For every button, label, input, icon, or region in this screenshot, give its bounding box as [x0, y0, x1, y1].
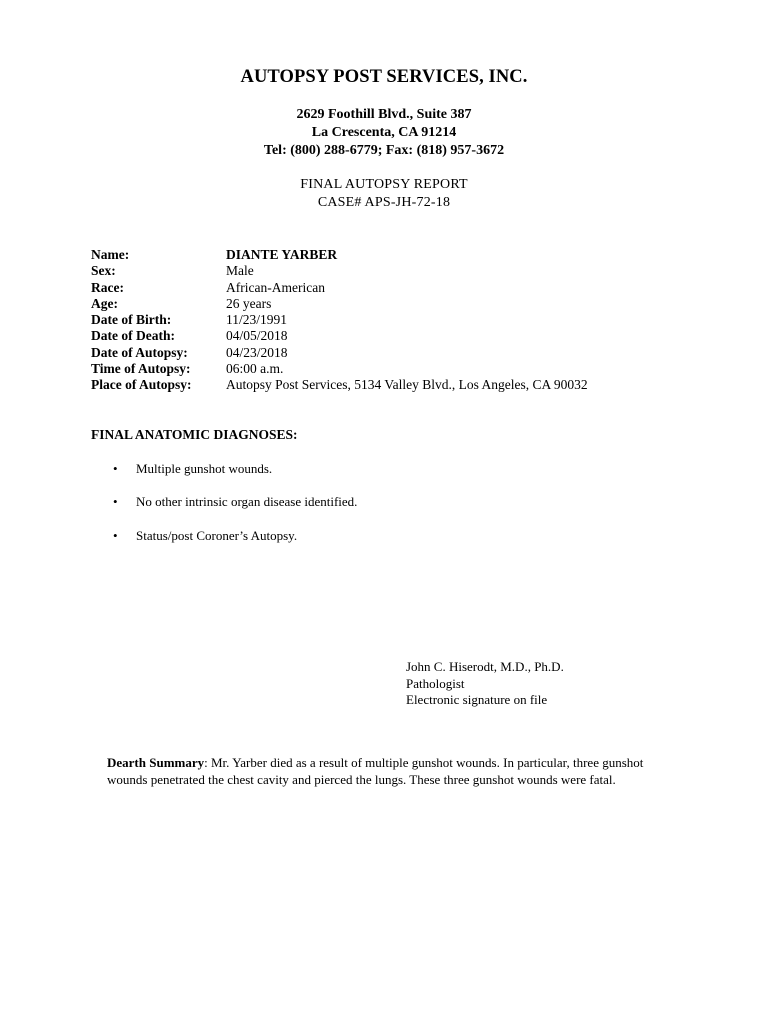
case-number: CASE# APS-JH-72-18 [317, 195, 451, 210]
info-value: 06:00 a.m. [226, 361, 284, 377]
pathologist-name: John C. Hiserodt, M.D., Ph.D. [406, 659, 564, 674]
info-value: 11/23/1991 [226, 312, 288, 328]
summary-text: : Mr. Yarber died as a result of multiple gunshot wounds. In particular, three gunshot wounds penetrated the chest cavity and pierced the lungs. These three gunshot wounds were fatal. [107, 755, 644, 787]
signature-note: Electronic signature on file [406, 692, 548, 707]
bullet-icon: • [113, 528, 118, 543]
summary-label: Dearth Summary [107, 755, 205, 770]
company-address-line1: 2629 Foothill Blvd., Suite 387 [296, 107, 472, 122]
diagnosis-text: No other intrinsic organ disease identified. [136, 494, 358, 509]
info-label: Date of Death: [91, 328, 175, 344]
bullet-icon: • [113, 461, 118, 476]
info-label: Date of Autopsy: [91, 344, 188, 360]
info-value: African-American [226, 279, 325, 295]
diagnosis-text: Status/post Coroner’s Autopsy. [136, 528, 298, 543]
company-name: AUTOPSY POST SERVICES, INC. [240, 67, 528, 87]
report-title: FINAL AUTOPSY REPORT [300, 177, 468, 192]
info-label: Name: [91, 247, 130, 262]
pathologist-title: Pathologist [406, 675, 465, 691]
signature-block [406, 659, 564, 709]
info-label: Age: [91, 295, 118, 311]
info-label: Time of Autopsy: [91, 361, 191, 377]
company-contact: Tel: (800) 288-6779; Fax: (818) 957-3672 [263, 143, 505, 158]
diagnosis-text: Multiple gunshot wounds. [136, 461, 273, 476]
death-summary [107, 755, 679, 788]
info-value: 04/05/2018 [226, 328, 288, 344]
info-value: 04/23/2018 [226, 344, 288, 360]
info-value: 26 years [226, 295, 272, 311]
info-label: Place of Autopsy: [91, 377, 192, 393]
info-label: Sex: [91, 263, 116, 279]
info-value: Male [226, 263, 254, 279]
info-value: DIANTE YARBER [226, 247, 338, 262]
bullet-icon: • [113, 494, 118, 509]
info-value: Autopsy Post Services, 5134 Valley Blvd., Los Angeles, CA 90032 [226, 377, 588, 393]
info-label: Race: [91, 279, 124, 295]
diagnoses-heading: FINAL ANATOMIC DIAGNOSES: [91, 427, 298, 442]
company-address-line2: La Crescenta, CA 91214 [311, 125, 457, 140]
info-label: Date of Birth: [91, 312, 172, 328]
